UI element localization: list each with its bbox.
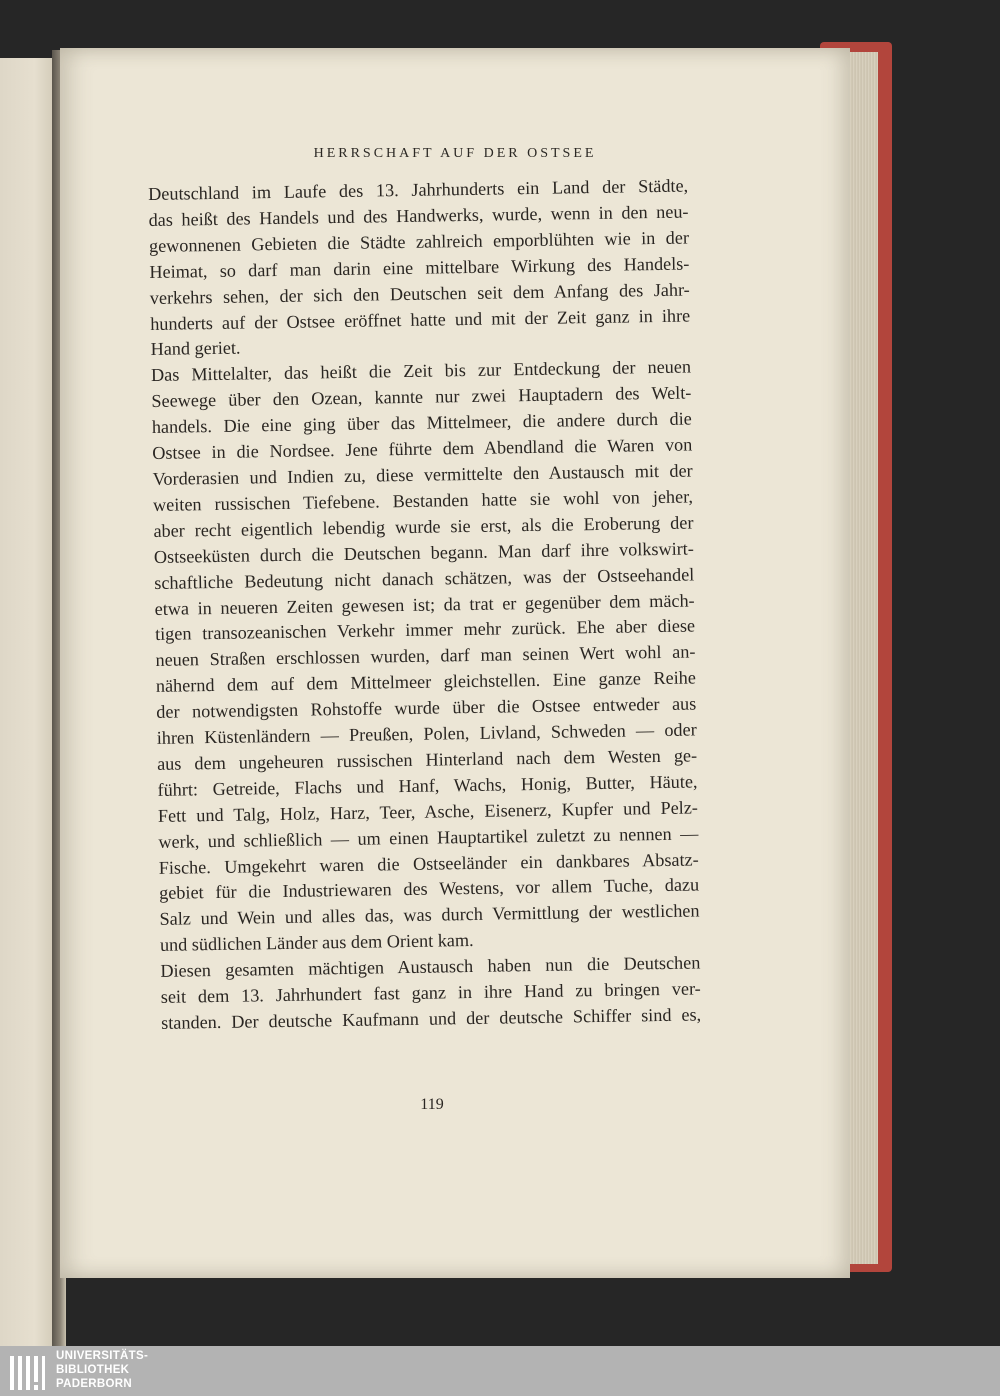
library-logo-icon	[8, 1352, 48, 1392]
text-line: standen. Der deutsche Kaufmann und der deutsche Schiffer sind es,	[161, 1004, 702, 1033]
text-line: gebiet für die Industriewaren des Westens, vor allem Tuche, dazu	[159, 874, 700, 904]
text-line: Salz und Wein und alles das, was durch Vermittlung der westlichen	[159, 900, 700, 930]
text-line: Das Mittelalter, das heißt die Zeit bis zur Entdeckung der neuen	[150, 356, 692, 386]
text-line: Fett und Talg, Holz, Harz, Teer, Asche, Eisenerz, Kupfer und Pelz-	[157, 797, 699, 826]
text-line: Hand geriet.	[150, 338, 241, 360]
text-line: neuen Straßen erschlossen wurden, darf man seinen Wert wohl an-	[155, 641, 696, 671]
text-line: Ostsee in die Nordsee. Jene führte dem Abendland die Waren von	[152, 434, 693, 464]
text-line: und südlichen Länder aus dem Orient kam.	[159, 930, 474, 956]
library-name-line: UNIVERSITÄTS-	[56, 1350, 149, 1362]
text-line: hunderts auf der Ostsee eröffnet hatte und mit der Zeit ganz in ihre	[150, 305, 691, 334]
text-line: Fische. Umgekehrt waren die Ostseeländer ein dankbares Absatz-	[158, 848, 699, 878]
text-line: der notwendigsten Rohstoffe wurde über die Ostsee entweder aus	[156, 693, 697, 723]
library-name-line: BIBLIOTHEK	[56, 1364, 130, 1376]
text-line: Vorderasien und Indien zu, diese vermittelte den Austausch mit der	[152, 460, 693, 489]
text-line: werk, und schließlich — um einen Hauptartikel zuletzt zu nennen —	[158, 823, 699, 852]
text-line: weiten russischen Tiefebene. Bestanden hatte sie wohl von jeher,	[152, 486, 694, 515]
book-page	[60, 48, 850, 1278]
library-name-line: PADERBORN	[56, 1378, 132, 1390]
text-line: das heißt des Handels und des Handwerks, wurde, wenn in den neu-	[148, 201, 689, 230]
text-line: aus dem ungeheuren russischen Hinterland nach dem Westen ge-	[156, 745, 698, 774]
library-name	[56, 1349, 148, 1391]
text-line: aber recht eigentlich lebendig wurde sie erst, als die Eroberung der	[153, 512, 694, 541]
text-line: führt: Getreide, Flachs und Hanf, Wachs, Honig, Butter, Häute,	[157, 771, 698, 800]
text-line: schaftliche Bedeutung nicht danach schätzen, was der Ostseehandel	[154, 564, 695, 593]
text-line: verkehrs sehen, der sich den Deutschen seit dem Anfang des Jahr-	[149, 279, 690, 308]
text-line: ihren Küstenländern — Preußen, Polen, Livland, Schweden — oder	[156, 719, 697, 748]
facing-page-edge	[0, 58, 58, 1346]
text-line: Diesen gesamten mächtigen Austausch haben nun die Deutschen	[160, 952, 701, 982]
text-line: tigen transozeanischen Verkehr immer mehr zurück. Ehe aber diese	[154, 615, 696, 645]
text-line: seit dem 13. Jahrhundert fast ganz in ihre Hand zu bringen ver-	[160, 978, 701, 1007]
library-footer	[0, 1346, 1000, 1396]
text-line: Heimat, so darf man darin eine mittelbare Wirkung des Handels-	[149, 253, 690, 282]
page-number: 119	[420, 1096, 444, 1113]
text-line: Deutschland im Laufe des 13. Jahrhunderts ein Land der Städte,	[148, 175, 689, 204]
text-line: Seewege über den Ozean, kannte nur zwei Hauptadern des Welt-	[151, 382, 692, 412]
text-line: Ostseeküsten durch die Deutschen begann. Man darf ihre volkswirt-	[153, 538, 694, 567]
text-line: gewonnenen Gebieten die Städte zahlreich emporblühten wie in der	[148, 227, 690, 256]
body-text	[148, 174, 701, 1037]
text-line: handels. Die eine ging über das Mittelmeer, die andere durch die	[151, 408, 692, 438]
running-head: HERRSCHAFT AUF DER OSTSEE	[313, 146, 597, 161]
text-line: etwa in neueren Zeiten gewesen ist; da trat er gegenüber dem mäch-	[154, 589, 695, 619]
text-line: nähernd dem auf dem Mittelmeer gleichstellen. Eine ganze Reihe	[155, 667, 697, 697]
